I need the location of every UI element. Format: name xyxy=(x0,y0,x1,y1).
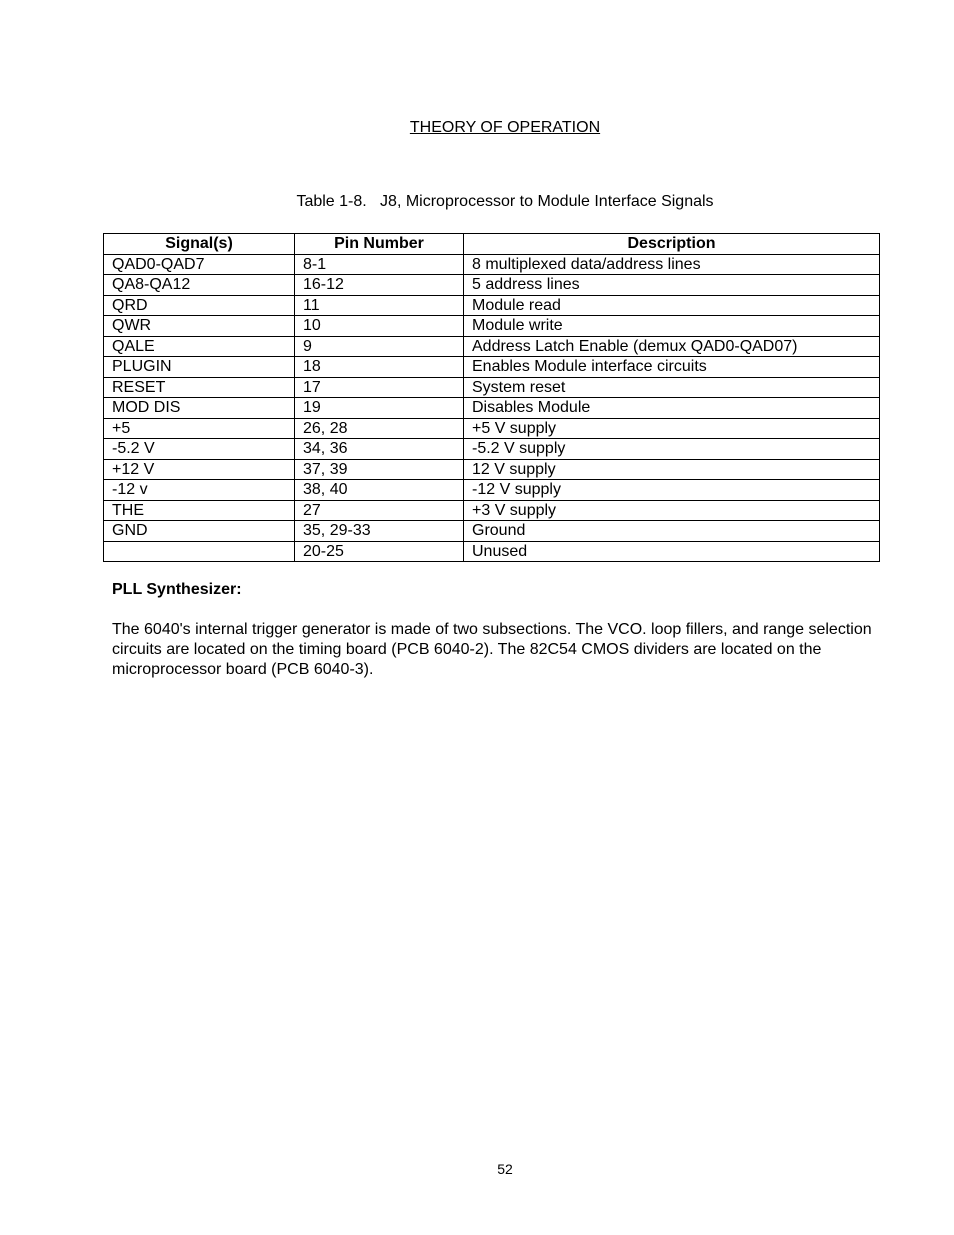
cell-description: Unused xyxy=(464,541,880,562)
cell-signal: -12 v xyxy=(104,480,295,501)
cell-description: Address Latch Enable (demux QAD0-QAD07) xyxy=(464,336,880,357)
table-row xyxy=(104,439,880,460)
cell-pin: 38, 40 xyxy=(295,480,464,501)
table-row xyxy=(104,480,880,501)
cell-pin: 11 xyxy=(295,295,464,316)
cell-pin: 34, 36 xyxy=(295,439,464,460)
cell-signal: -5.2 V xyxy=(104,439,295,460)
cell-description: Ground xyxy=(464,521,880,542)
table-row xyxy=(104,377,880,398)
header-description: Description xyxy=(464,234,880,255)
section-heading: THEORY OF OPERATION xyxy=(409,119,601,136)
cell-signal: QA8-QA12 xyxy=(104,275,295,296)
table-row xyxy=(104,500,880,521)
cell-signal: PLUGIN xyxy=(104,357,295,378)
cell-pin: 8-1 xyxy=(295,254,464,275)
cell-pin: 18 xyxy=(295,357,464,378)
table-row xyxy=(104,357,880,378)
cell-pin: 26, 28 xyxy=(295,418,464,439)
header-signals: Signal(s) xyxy=(104,234,295,255)
cell-signal: THE xyxy=(104,500,295,521)
cell-signal: GND xyxy=(104,521,295,542)
cell-signal: +12 V xyxy=(104,459,295,480)
header-pin-number: Pin Number xyxy=(295,234,464,255)
cell-pin: 10 xyxy=(295,316,464,337)
cell-description: Module read xyxy=(464,295,880,316)
cell-signal: +5 xyxy=(104,418,295,439)
cell-pin: 35, 29-33 xyxy=(295,521,464,542)
cell-signal: RESET xyxy=(104,377,295,398)
cell-signal: QRD xyxy=(104,295,295,316)
cell-signal xyxy=(104,541,295,562)
cell-description: 8 multiplexed data/address lines xyxy=(464,254,880,275)
cell-signal: QWR xyxy=(104,316,295,337)
table-row xyxy=(104,275,880,296)
pll-heading: PLL Synthesizer: xyxy=(112,581,242,598)
cell-pin: 16-12 xyxy=(295,275,464,296)
cell-pin: 9 xyxy=(295,336,464,357)
cell-description: Enables Module interface circuits xyxy=(464,357,880,378)
table-row xyxy=(104,418,880,439)
cell-pin: 37, 39 xyxy=(295,459,464,480)
cell-pin: 20-25 xyxy=(295,541,464,562)
table-row xyxy=(104,295,880,316)
cell-description: 12 V supply xyxy=(464,459,880,480)
table-row xyxy=(104,541,880,562)
signals-table xyxy=(103,233,880,562)
cell-signal: QAD0-QAD7 xyxy=(104,254,295,275)
cell-description: -12 V supply xyxy=(464,480,880,501)
cell-description: 5 address lines xyxy=(464,275,880,296)
cell-description: -5.2 V supply xyxy=(464,439,880,460)
pll-paragraph: The 6040's internal trigger generator is made of two subsections. The VCO. loop fillers, and range selection circuits are located on the timing board (PCB 6040-2). The 82C54 CMOS dividers are located on the microprocessor board (PCB 6040-3). xyxy=(112,621,872,678)
table-row xyxy=(104,459,880,480)
table-row xyxy=(104,521,880,542)
page-number: 52 xyxy=(497,1161,513,1177)
cell-signal: MOD DIS xyxy=(104,398,295,419)
table-row xyxy=(104,254,880,275)
cell-signal: QALE xyxy=(104,336,295,357)
cell-description: +3 V supply xyxy=(464,500,880,521)
cell-description: Disables Module xyxy=(464,398,880,419)
cell-description: +5 V supply xyxy=(464,418,880,439)
table-header-row xyxy=(104,234,880,255)
cell-pin: 27 xyxy=(295,500,464,521)
cell-pin: 17 xyxy=(295,377,464,398)
table-row xyxy=(104,398,880,419)
table-row xyxy=(104,336,880,357)
cell-description: Module write xyxy=(464,316,880,337)
table-row xyxy=(104,316,880,337)
cell-description: System reset xyxy=(464,377,880,398)
cell-pin: 19 xyxy=(295,398,464,419)
table-caption: Table 1-8. J8, Microprocessor to Module Interface Signals xyxy=(296,193,714,210)
